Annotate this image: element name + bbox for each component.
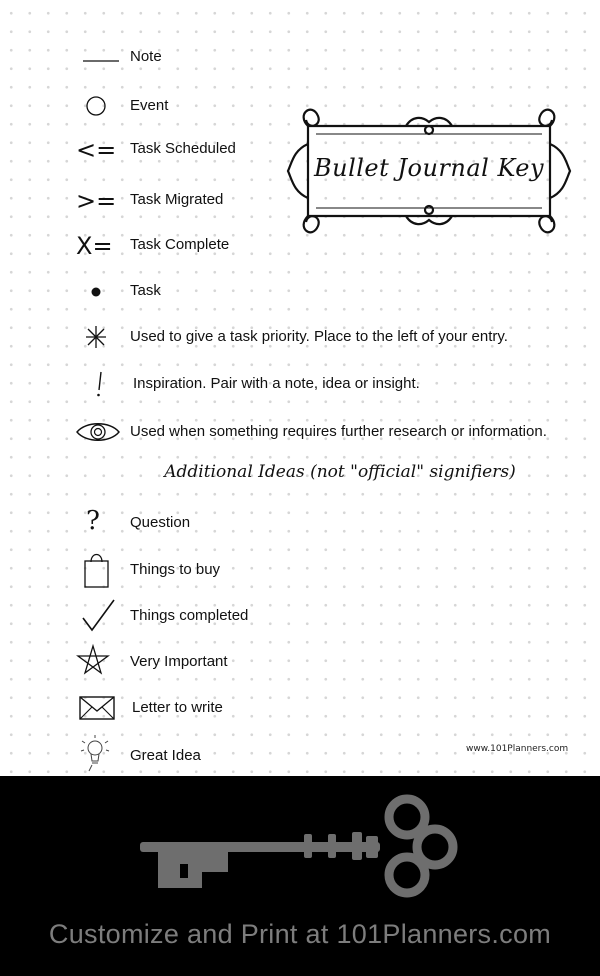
key-label: Things completed: [130, 607, 249, 624]
checkmark-icon: [70, 595, 126, 635]
key-label: Question: [130, 514, 191, 531]
exclamation-icon: [70, 363, 126, 403]
key-row-question: [0, 504, 600, 544]
question-icon: ?: [86, 506, 100, 536]
key-label: Note: [130, 48, 162, 65]
key-label: Things to buy: [130, 561, 221, 578]
footer-banner: [0, 776, 600, 976]
skeleton-key-icon: [0, 776, 600, 916]
pentagram-star-icon: [70, 641, 126, 681]
lightbulb-icon: [70, 735, 126, 775]
key-label: Task Complete: [130, 236, 230, 253]
shopping-bag-icon: [70, 549, 126, 589]
key-label: Task: [130, 282, 161, 299]
key-label: Event: [130, 97, 169, 114]
scheduled-icon: <=: [76, 136, 117, 164]
key-row-event: [0, 87, 600, 127]
key-row-great-idea: [0, 737, 600, 777]
key-row-task: [0, 272, 600, 312]
key-label: Used to give a task priority. Place to the left of your entry.: [130, 328, 508, 345]
additional-ideas-heading: Additional Ideas (not "official" signifiers): [164, 462, 516, 482]
key-row-priority: [0, 318, 600, 358]
key-row-task-scheduled: [0, 130, 600, 170]
key-label: Very Important: [130, 653, 228, 670]
key-row-letter: [0, 689, 600, 729]
eye-icon: [70, 411, 126, 451]
key-label: Task Migrated: [130, 191, 224, 208]
asterisk-icon: [70, 316, 126, 356]
complete-icon: X=: [76, 232, 113, 260]
footer-tagline[interactable]: Customize and Print at 101Planners.com: [48, 919, 552, 949]
key-row-things-completed: [0, 597, 600, 637]
bullet-dot-icon: [70, 270, 126, 310]
key-row-task-migrated: [0, 181, 600, 221]
key-row-things-to-buy: [0, 551, 600, 591]
key-row-note: [0, 38, 600, 78]
key-label: Inspiration. Pair with a note, idea or insight.: [133, 375, 420, 392]
key-row-inspiration: [0, 365, 600, 405]
circle-icon: [70, 85, 126, 125]
envelope-icon: [70, 687, 126, 727]
key-row-research: [0, 413, 600, 453]
key-label: Used when something requires further research or information.: [130, 423, 547, 440]
key-row-task-complete: [0, 226, 600, 266]
credit-url[interactable]: www.101Planners.com: [466, 744, 569, 754]
migrated-icon: >=: [76, 187, 117, 215]
key-label: Task Scheduled: [130, 140, 236, 157]
key-row-very-important: [0, 643, 600, 683]
key-label: Great Idea: [130, 747, 201, 764]
key-label: Letter to write: [132, 699, 223, 716]
key-title: Bullet Journal Key: [313, 154, 545, 182]
dash-icon: [70, 36, 126, 76]
